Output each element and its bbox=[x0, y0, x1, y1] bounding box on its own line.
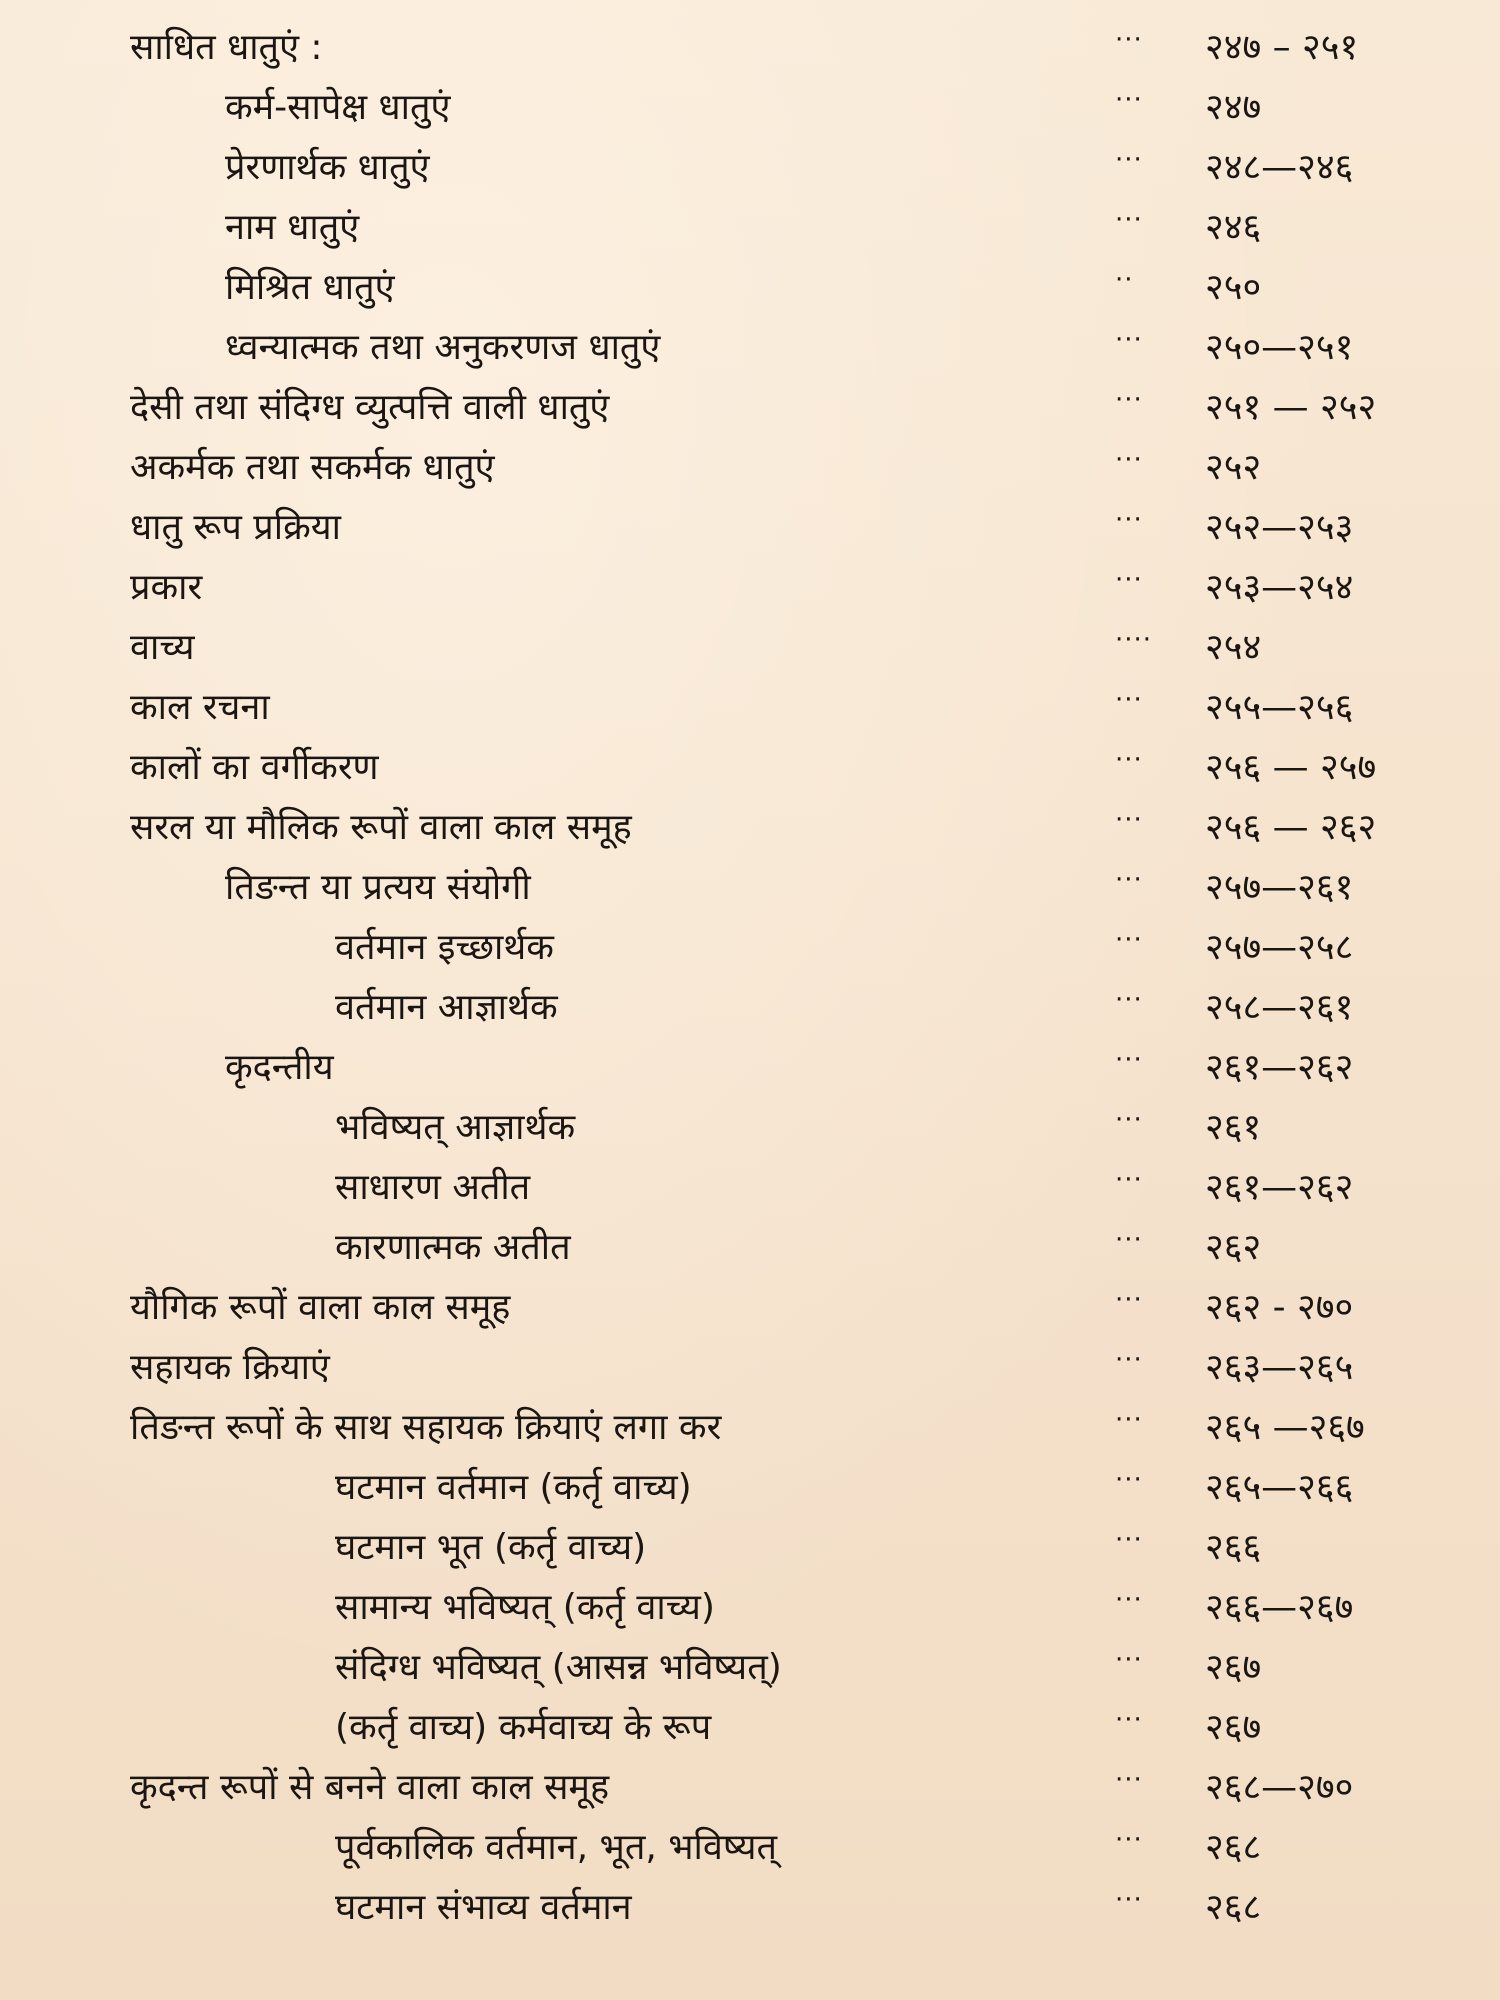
leader-dots: ··· bbox=[1115, 385, 1143, 415]
entry-title: नाम धातुएं bbox=[225, 207, 360, 248]
toc-entry bbox=[0, 798, 1500, 858]
entry-title: देसी तथा संदिग्ध व्युत्पत्ति वाली धातुएं bbox=[130, 387, 610, 428]
page-range: २६८ bbox=[1205, 1827, 1262, 1868]
toc-entry bbox=[0, 1698, 1500, 1758]
entry-title: काल रचना bbox=[130, 687, 270, 728]
page-range: २५५—२५६ bbox=[1205, 687, 1354, 728]
entry-title: वर्तमान इच्छार्थक bbox=[335, 927, 554, 968]
toc-entry bbox=[0, 738, 1500, 798]
page-range: २६२ - २७० bbox=[1205, 1287, 1354, 1328]
entry-title: तिङन्त रूपों के साथ सहायक क्रियाएं लगा कर bbox=[130, 1407, 722, 1448]
leader-dots: ··· bbox=[1115, 25, 1143, 55]
toc-entry bbox=[0, 1458, 1500, 1518]
page-range: २५१ — २५२ bbox=[1205, 387, 1377, 428]
toc-entry bbox=[0, 978, 1500, 1038]
leader-dots: ··· bbox=[1115, 325, 1143, 355]
leader-dots: ··· bbox=[1115, 1285, 1143, 1315]
page-range: २६८ bbox=[1205, 1887, 1262, 1928]
entry-title: मिश्रित धातुएं bbox=[225, 267, 395, 308]
toc-entry bbox=[0, 1038, 1500, 1098]
page-range: २५२—२५३ bbox=[1205, 507, 1354, 548]
toc-entry bbox=[0, 498, 1500, 558]
leader-dots: ··· bbox=[1115, 805, 1143, 835]
leader-dots: ··· bbox=[1115, 1105, 1143, 1135]
entry-title: वर्तमान आज्ञार्थक bbox=[335, 987, 558, 1028]
toc-entry bbox=[0, 1158, 1500, 1218]
page-range: २५० bbox=[1205, 267, 1262, 308]
page-range: २५४ bbox=[1205, 627, 1262, 668]
leader-dots: ··· bbox=[1115, 1645, 1143, 1675]
toc-entry bbox=[0, 258, 1500, 318]
toc-entry bbox=[0, 438, 1500, 498]
leader-dots: ··· bbox=[1115, 685, 1143, 715]
toc-entry bbox=[0, 1098, 1500, 1158]
entry-title: (कर्तृ वाच्य) कर्मवाच्य के रूप bbox=[335, 1707, 712, 1748]
leader-dots: ··· bbox=[1115, 1045, 1143, 1075]
page-range: २६६—२६७ bbox=[1205, 1587, 1354, 1628]
entry-title: कृदन्तीय bbox=[225, 1047, 334, 1088]
leader-dots: ··· bbox=[1115, 925, 1143, 955]
leader-dots: ··· bbox=[1115, 565, 1143, 595]
leader-dots: ··· bbox=[1115, 1885, 1143, 1915]
leader-dots: ··· bbox=[1115, 1825, 1143, 1855]
toc-entry bbox=[0, 558, 1500, 618]
table-of-contents bbox=[0, 18, 1500, 1938]
entry-title: कर्म-सापेक्ष धातुएं bbox=[225, 87, 451, 128]
entry-title: साधारण अतीत bbox=[335, 1167, 531, 1208]
page-range: २५८—२६१ bbox=[1205, 987, 1354, 1028]
toc-entry bbox=[0, 1278, 1500, 1338]
entry-title: पूर्वकालिक वर्तमान, भूत, भविष्यत् bbox=[335, 1827, 778, 1868]
entry-title: वाच्य bbox=[130, 627, 195, 668]
page-range: २६१—२६२ bbox=[1205, 1167, 1354, 1208]
entry-title: सामान्य भविष्यत् (कर्तृ वाच्य) bbox=[335, 1587, 715, 1628]
page-range: २५६ — २५७ bbox=[1205, 747, 1377, 788]
page-range: २६५—२६६ bbox=[1205, 1467, 1354, 1508]
entry-title: घटमान भूत (कर्तृ वाच्य) bbox=[335, 1527, 647, 1568]
leader-dots: ··· bbox=[1115, 1225, 1143, 1255]
leader-dots: ··· bbox=[1115, 85, 1143, 115]
entry-title: तिङन्त या प्रत्यय संयोगी bbox=[225, 867, 531, 908]
page-range: २६६ bbox=[1205, 1527, 1262, 1568]
entry-title: घटमान वर्तमान (कर्तृ वाच्य) bbox=[335, 1467, 692, 1508]
page-range: २५७—२६१ bbox=[1205, 867, 1354, 908]
leader-dots: ··· bbox=[1115, 745, 1143, 775]
entry-title: धातु रूप प्रक्रिया bbox=[130, 507, 341, 548]
leader-dots: ··· bbox=[1115, 1345, 1143, 1375]
leader-dots: ··· bbox=[1115, 865, 1143, 895]
leader-dots: ··· bbox=[1115, 1525, 1143, 1555]
toc-entry bbox=[0, 1878, 1500, 1938]
toc-entry bbox=[0, 1518, 1500, 1578]
leader-dots: ···· bbox=[1115, 625, 1153, 655]
leader-dots: ··· bbox=[1115, 1585, 1143, 1615]
page-range: २६२ bbox=[1205, 1227, 1262, 1268]
entry-title: सहायक क्रियाएं bbox=[130, 1347, 330, 1388]
toc-entry bbox=[0, 1338, 1500, 1398]
leader-dots: ··· bbox=[1115, 1465, 1143, 1495]
entry-title: कारणात्मक अतीत bbox=[335, 1227, 571, 1268]
toc-entry bbox=[0, 318, 1500, 378]
toc-entry bbox=[0, 138, 1500, 198]
leader-dots: ··· bbox=[1115, 445, 1143, 475]
toc-entry bbox=[0, 198, 1500, 258]
leader-dots: ··· bbox=[1115, 205, 1143, 235]
leader-dots: ··· bbox=[1115, 1405, 1143, 1435]
page-range: २६७ bbox=[1205, 1647, 1262, 1688]
leader-dots: ··· bbox=[1115, 1765, 1143, 1795]
page-range: २५३—२५४ bbox=[1205, 567, 1354, 608]
toc-entry bbox=[0, 1398, 1500, 1458]
leader-dots: ··· bbox=[1115, 1705, 1143, 1735]
page-range: २५७—२५८ bbox=[1205, 927, 1354, 968]
toc-entry bbox=[0, 1578, 1500, 1638]
toc-entry bbox=[0, 1818, 1500, 1878]
toc-entry bbox=[0, 618, 1500, 678]
page-range: २६१—२६२ bbox=[1205, 1047, 1354, 1088]
entry-title: घटमान संभाव्य वर्तमान bbox=[335, 1887, 632, 1928]
toc-entry bbox=[0, 858, 1500, 918]
entry-title: सरल या मौलिक रूपों वाला काल समूह bbox=[130, 807, 632, 848]
page-range: २६१ bbox=[1205, 1107, 1262, 1148]
toc-entry bbox=[0, 1638, 1500, 1698]
page-range: २६७ bbox=[1205, 1707, 1262, 1748]
leader-dots: ··· bbox=[1115, 505, 1143, 535]
page-range: २५६ — २६२ bbox=[1205, 807, 1377, 848]
page-range: २४८—२४६ bbox=[1205, 147, 1354, 188]
leader-dots: ··· bbox=[1115, 985, 1143, 1015]
entry-title: प्रेरणार्थक धातुएं bbox=[225, 147, 430, 188]
toc-entry bbox=[0, 1218, 1500, 1278]
entry-title: अकर्मक तथा सकर्मक धातुएं bbox=[130, 447, 495, 488]
entry-title: ध्वन्यात्मक तथा अनुकरणज धातुएं bbox=[225, 327, 661, 368]
toc-entry bbox=[0, 1758, 1500, 1818]
toc-entry bbox=[0, 918, 1500, 978]
page-range: २६५ —२६७ bbox=[1205, 1407, 1365, 1448]
entry-title: साधित धातुएं : bbox=[130, 27, 323, 68]
entry-title: भविष्यत् आज्ञार्थक bbox=[335, 1107, 576, 1148]
page-range: २५२ bbox=[1205, 447, 1262, 488]
entry-title: संदिग्ध भविष्यत् (आसन्न भविष्यत्) bbox=[335, 1647, 782, 1688]
page-range: २४६ bbox=[1205, 207, 1262, 248]
entry-title: कृदन्त रूपों से बनने वाला काल समूह bbox=[130, 1767, 610, 1808]
entry-title: प्रकार bbox=[130, 567, 203, 608]
page-range: २४७ – २५१ bbox=[1205, 27, 1359, 68]
leader-dots: ··· bbox=[1115, 145, 1143, 175]
page-range: २६८—२७० bbox=[1205, 1767, 1354, 1808]
toc-entry bbox=[0, 78, 1500, 138]
entry-title: यौगिक रूपों वाला काल समूह bbox=[130, 1287, 511, 1328]
leader-dots: ··· bbox=[1115, 1165, 1143, 1195]
page-range: २४७ bbox=[1205, 87, 1262, 128]
page-range: २५०—२५१ bbox=[1205, 327, 1354, 368]
toc-entry bbox=[0, 18, 1500, 78]
toc-entry bbox=[0, 378, 1500, 438]
entry-title: कालों का वर्गीकरण bbox=[130, 747, 379, 788]
leader-dots: ·· bbox=[1115, 265, 1134, 295]
toc-entry bbox=[0, 678, 1500, 738]
page-range: २६३—२६५ bbox=[1205, 1347, 1354, 1388]
